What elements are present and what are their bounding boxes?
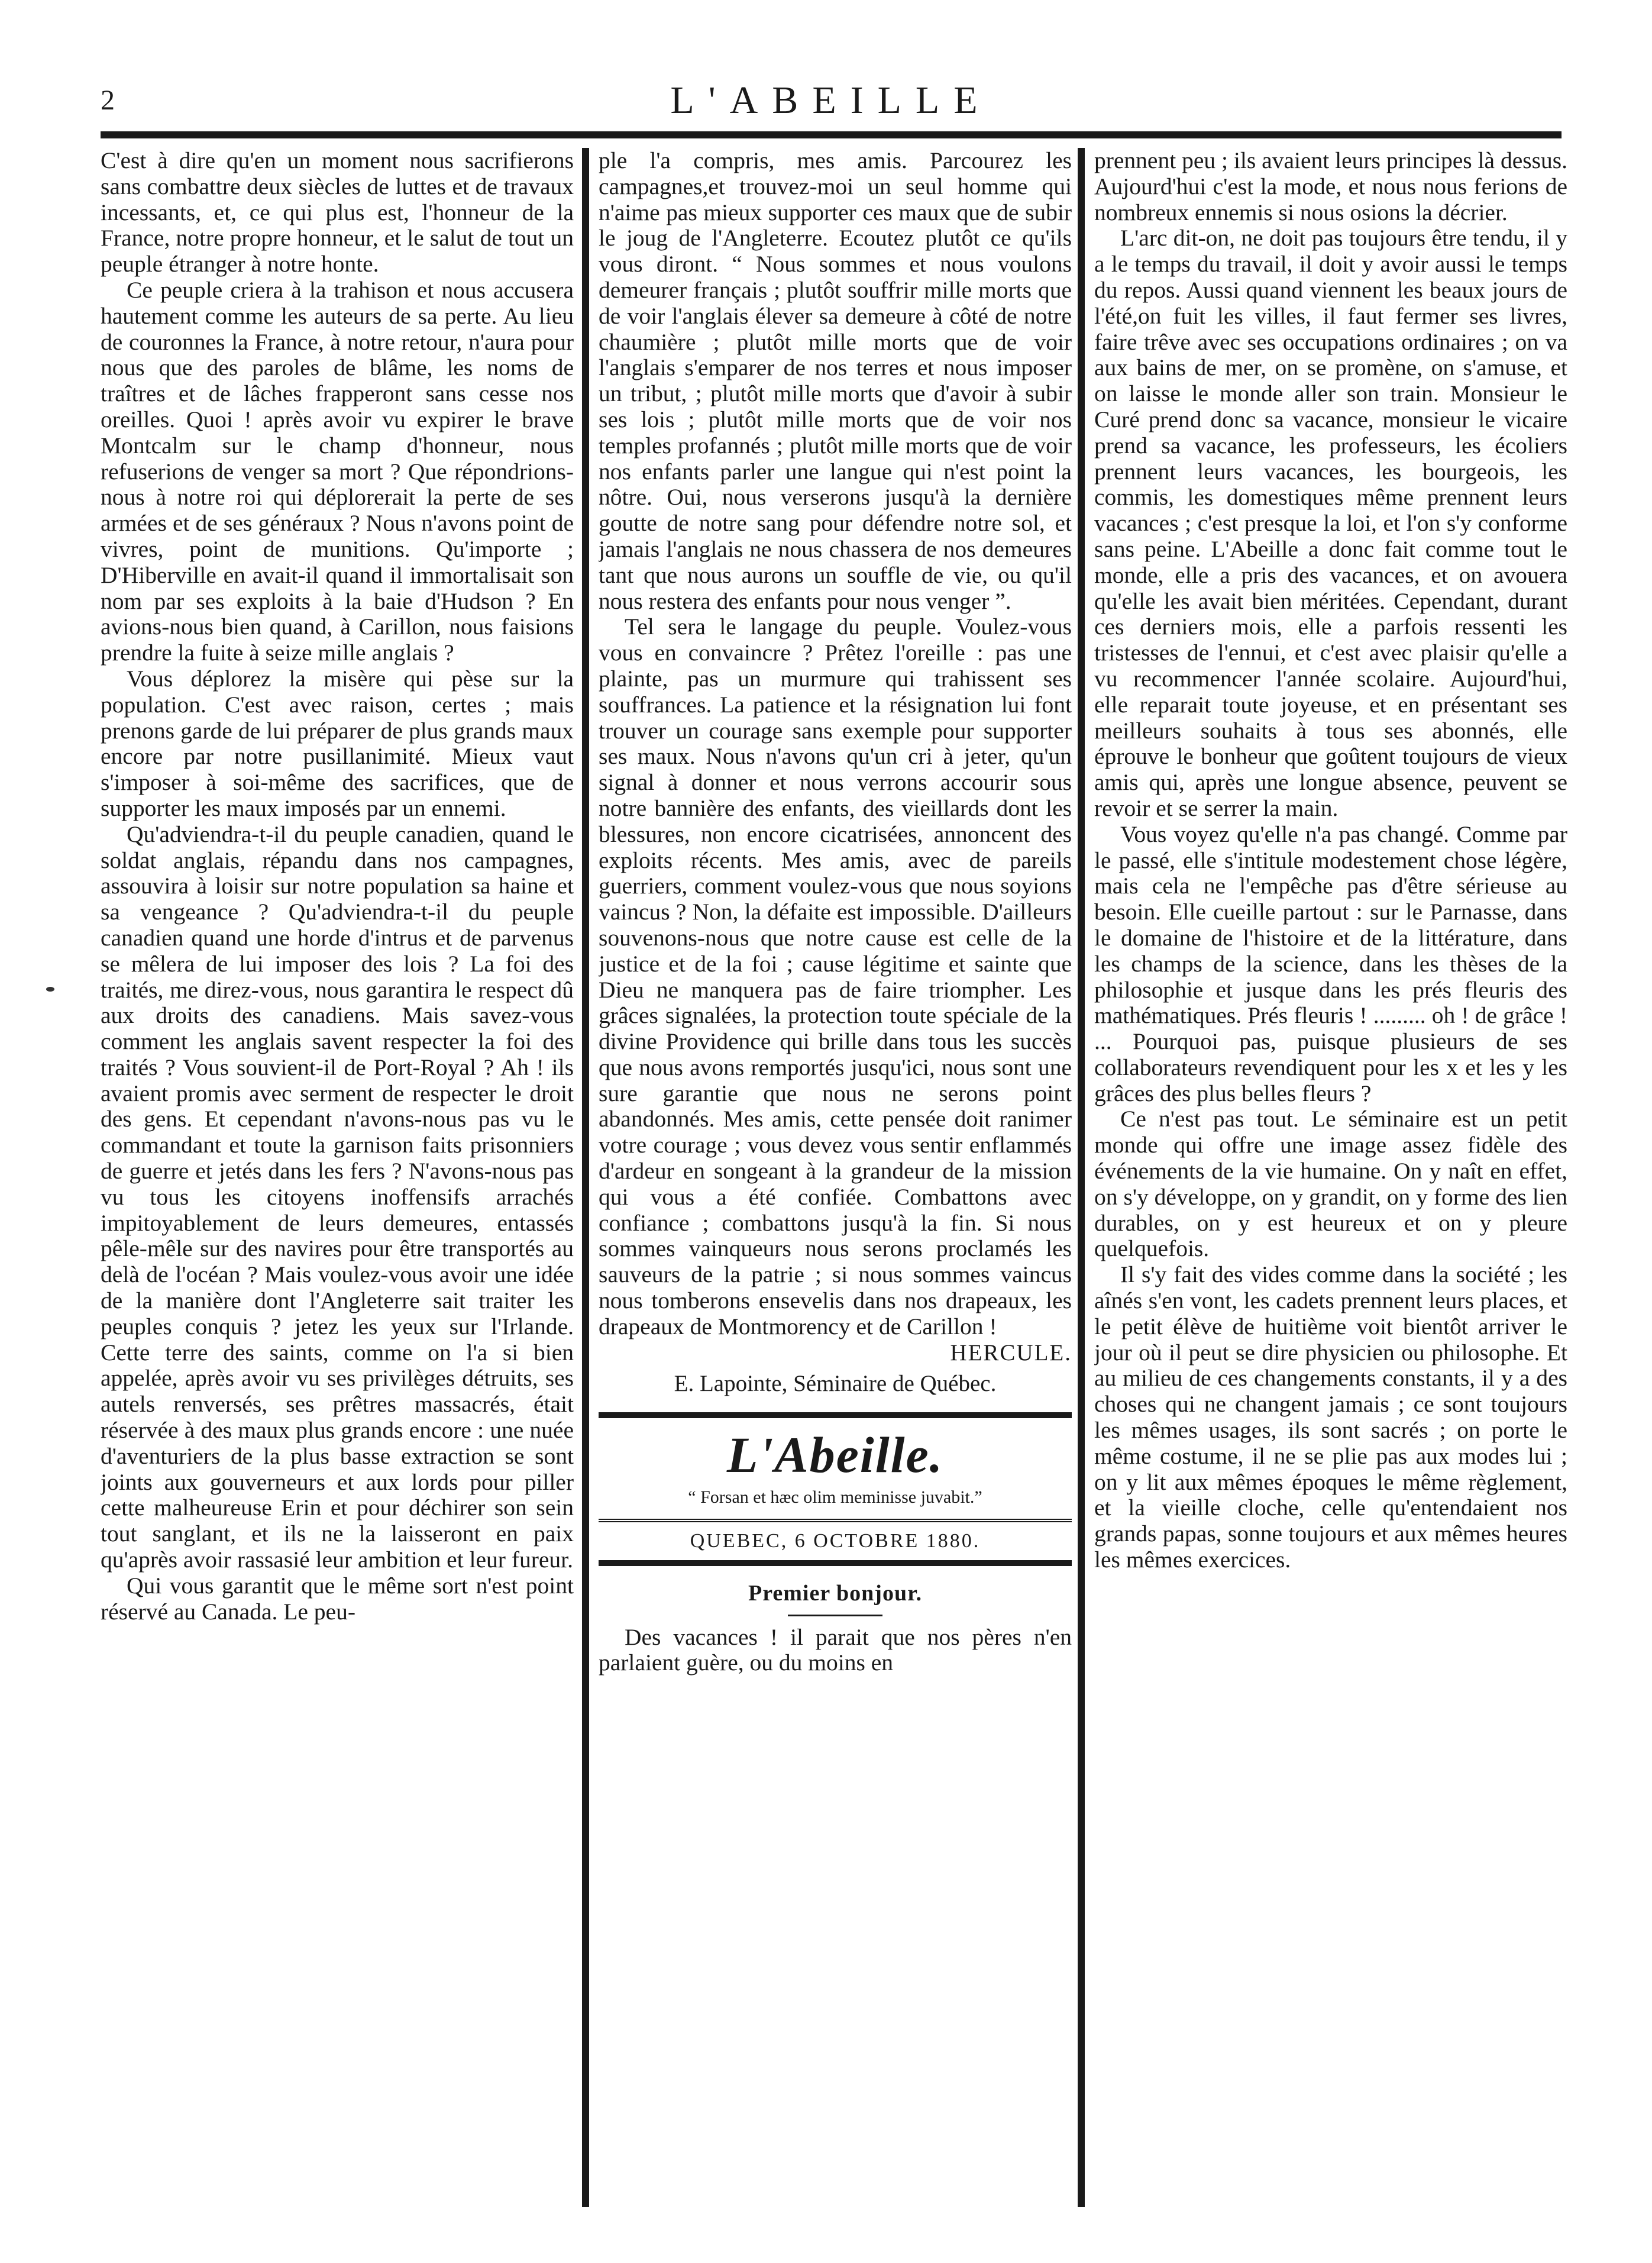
masthead-title: L'ABEILLE [670,79,992,122]
column-3 [1094,148,1567,2219]
paragraph: Des vacances ! il parait que nos pères n'en parlaient guère, ou du moins en [599,1623,1072,1676]
dateline-box [599,1519,1072,1566]
article-signature: HERCULE. [950,1339,1072,1365]
column-divider [1078,148,1085,2207]
column-1 [101,148,574,2219]
paragraph: Il s'y fait des vides comme dans la société ; les aînés s'en vont, les cadets prennent leurs places, et le petit élève de huitième voit bientôt arriver le jour où il peut se dire physicien ou philosophe. Et au milieu de ces changements constants, il y a des choses qui ne changent jamais ; ce sont toujours les mêmes usages, ils sont sacrés ; on porte le même costume, il ne se plie pas aux modes lui ; on y lit aux mêmes époques le même règlement, et la vieille cloche, celle qu'entendaient nos grands papas, sonne toujours et aux mêmes heures les mêmes exercices. [1094,1261,1567,1573]
paragraph: C'est à dire qu'en un moment nous sacrifierons sans combattre deux siècles de luttes et de travaux incessants, et, ce qui plus est, l'honneur de la France, notre propre honneur, et le salut de tout un peuple étranger à notre honte. [101,148,574,277]
paper-motto: “ Forsan et hæc olim meminisse juvabit.” [688,1487,982,1507]
newspaper-page [101,79,1567,2225]
column-divider [582,148,589,2207]
paragraph: Vous déplorez la misère qui pèse sur la population. C'est avec raison, certes ; mais prenons garde de lui préparer de plus grands maux encore par notre pusillanimité. Mieux vaut s'imposer à soi-même des sacrifices, que de supporter les maux imposés par un ennemi. [101,665,574,821]
paragraph: Qui vous garantit que le même sort n'est point réservé au Canada. Le peu- [101,1572,574,1625]
article-title: Premier bonjour. [748,1580,922,1606]
paragraph: L'arc dit-on, ne doit pas toujours être tendu, il y a le temps du travail, il doit y avoir aussi le temps du repos. Aussi quand viennent les beaux jours de l'été,on fuit les villes, il faut fermer ses livres, faire trêve avec ses occupations ordinaires ; on va aux bains de mer, on se promène, on s'amuse, et on laisse le monde aller son train. Monsieur le Curé prend donc sa vacance, monsieur le vicaire prend sa vacance, les professeurs, les écoliers prennent leurs vacances, les bourgeois, les commis, les domestiques même prennent leurs vacances ; c'est presque la loi, et l'on s'y conforme sans peine. L'Abeille a donc fait comme tout le monde, elle a pris des vacances, et on avouera qu'elle les avait bien méritées. Cependant, durant ces derniers mois, elle a parfois ressenti les tristesses de l'ennui, et c'est avec plaisir qu'elle a vu recommencer l'année scolaire. Aujourd'hui, elle reparait toute joyeuse, et en présentant ses meilleurs souhaits à tous ses abonnés, elle éprouve le bonheur que goûtent toujours de vieux amis qui, après une longue absence, peuvent se revoir et se serrer la main. [1094,225,1567,821]
masthead-rule [101,131,1562,138]
paragraph: Qu'adviendra-t-il du peuple canadien, quand le soldat anglais, répandu dans nos campagnes, assouvira à loisir sur notre population sa haine et sa vengeance ? Qu'adviendra-t-il du peuple canadien quand une horde d'intrus et de parvenus se mêlera de lui imposer des lois ? La foi des traités, me direz-vous, nous garantira le respect dû aux droits des canadiens. Mais savez-vous comment les anglais savent respecter la foi des traités ? Vous souvient-il de Port-Royal ? Ah ! ils avaient promis avec serment de respecter le droit des gens. Et cependant n'avons-nous pas vu le commandant et toute la garnison faits prisonniers de guerre et jetés dans les fers ? N'avons-nous pas vu tous les citoyens inoffensifs arrachés impitoyablement de leurs demeures, entassés pêle-mêle sur des navires pour être transportés au delà de l'océan ? Mais voulez-vous avoir une idée de la manière dont l'Angleterre sait traiter les peuples conquis ? jetez les yeux sur l'Irlande. Cette terre des saints, comme on l'a si bien appelée, après avoir vu ses privilèges détruits, ses autels renversés, ses prêtres massacrés, était réservée à des maux plus grands encore : une nuée d'aventuriers de la plus basse extraction se sont joints aux gouverneurs et aux lords pour piller cette malheureuse Erin et pour déchirer son sein tout sanglant, et ils ne la laisseront en paix qu'après avoir rassasié leur ambition et leur fureur. [101,821,574,1573]
newspaper-heading [599,1412,1072,1566]
title-rule [788,1615,882,1616]
paragraph: Ce peuple criera à la trahison et nous accusera hautement comme les auteurs de sa perte. Au lieu de couronnes la France, à notre retour, n'aura pour nous que des paroles de blâme, les noms de traîtres et de lâches frapperont sans cesse nos oreilles. Quoi ! après avoir vu expirer le brave Montcalm sur le champ d'honneur, nous refuserions de venger sa mort ? Que répondrions-nous à notre roi qui déplorerait la perte de ses armées et de ses généraux ? Nous n'avons point de vivres, point de munitions. Qu'importe ; D'Hiberville en avait-il quand il immortalisait son nom par ses exploits à la baie d'Hudson ? En avions-nous bien quand, à Carillon, nous faisions prendre la fuite à seize mille anglais ? [101,276,574,666]
paragraph: Ce n'est pas tout. Le séminaire est un petit monde qui offre une image assez fidèle des événements de la vie humaine. On y naît en effet, on s'y développe, on y grandit, on y forme des lien durables, on y est heureux et on y pleure quelquefois. [1094,1106,1567,1262]
paper-title: L'Abeille. [726,1426,944,1483]
paragraph: Tel sera le langage du peuple. Voulez-vous vous en convaincre ? Prêtez l'oreille : pas une plainte, pas un murmure qui trahissent ses souffrances. La patience et la résignation lui font trouver un courage sans exemple pour supporter ses maux. Nous n'avons qu'un cri à jeter, qu'un signal à donner et nous verrons accourir sous notre bannière des enfants, des vieillards dont les blessures, non encore cicatrisées, annoncent des exploits récents. Mes amis, avec de pareils guerriers, comment voulez-vous que nous soyions vaincus ? Non, la défaite est impossible. D'ailleurs souvenons-nous que notre cause est celle de la justice et de la foi ; cause légitime et sainte que Dieu ne manquera pas de faire triompher. Les grâces signalées, la protection toute spéciale de la divine Providence qui brille dans tous les succès que nous avons remportés jusqu'ici, nous sont une sure garantie que nous ne serons point abandonnés. Mes amis, cette pensée doit ranimer votre courage ; vous devez vous sentir enflammés d'ardeur en songeant à la grandeur de la mission qui vous a été confiée. Combattons avec confiance ; combattons jusqu'à la fin. Si nous sommes vainqueurs nous serons proclamés les sauveurs de la patrie ; si nous sommes vaincus nous tomberons ensevelis dans nos drapeaux, les drapeaux de Montmorency et de Carillon ! [599,614,1072,1339]
column-2 [599,148,1072,2219]
author-affiliation: E. Lapointe, Séminaire de Québec. [674,1370,997,1396]
paragraph: Vous voyez qu'elle n'a pas changé. Comme par le passé, elle s'intitule modestement chose légère, mais cela ne l'empêche pas d'être sérieuse au besoin. Elle cueille partout : sur le Parnasse, dans le domaine de l'histoire et de la littérature, dans les champs de la science, dans les thèses de la philosophie et jusque dans les prés fleuris des mathématiques. Prés fleuris ! ......... oh ! de grâce ! ... Pourquoi pas, puisque plusieurs de ses collaborateurs revendiquent pour les x et les y les grâces des plus belles fleurs ? [1094,821,1567,1106]
page-number: 2 [101,85,115,116]
ink-speck [46,987,54,992]
dateline: QUEBEC, 6 OCTOBRE 1880. [690,1529,981,1552]
paragraph: ple l'a compris, mes amis. Parcourez les campagnes,et trouvez-moi un seul homme qui n'aime pas mieux supporter ces maux que de subir le joug de l'Angleterre. Ecoutez plutôt ce qu'ils vous diront. “ Nous sommes et nous voulons demeurer français ; plutôt souffrir mille morts que de voir l'anglais élever sa demeure à côté de notre chaumière ; plutôt mille morts que de voir l'anglais s'emparer de nos terres et nous imposer un tribut, ; plutôt mille morts que d'avoir à subir ses lois ; plutôt mille morts que de voir nos temples profannés ; plutôt mille morts que de voir nos enfants parler une langue qui n'est point la nôtre. Oui, nous verserons jusqu'à la dernière goutte de notre sang pour défendre notre sol, et jamais l'anglais ne nous chassera de nos demeures tant que nous aurons un souffle de vie, ou qu'il nous restera des enfants pour nous venger ”. [599,148,1072,614]
paragraph: prennent peu ; ils avaient leurs principes là dessus. Aujourd'hui c'est la mode, et nous nous ferions de nombreux ennemis si nous osions la décrier. [1094,148,1567,225]
